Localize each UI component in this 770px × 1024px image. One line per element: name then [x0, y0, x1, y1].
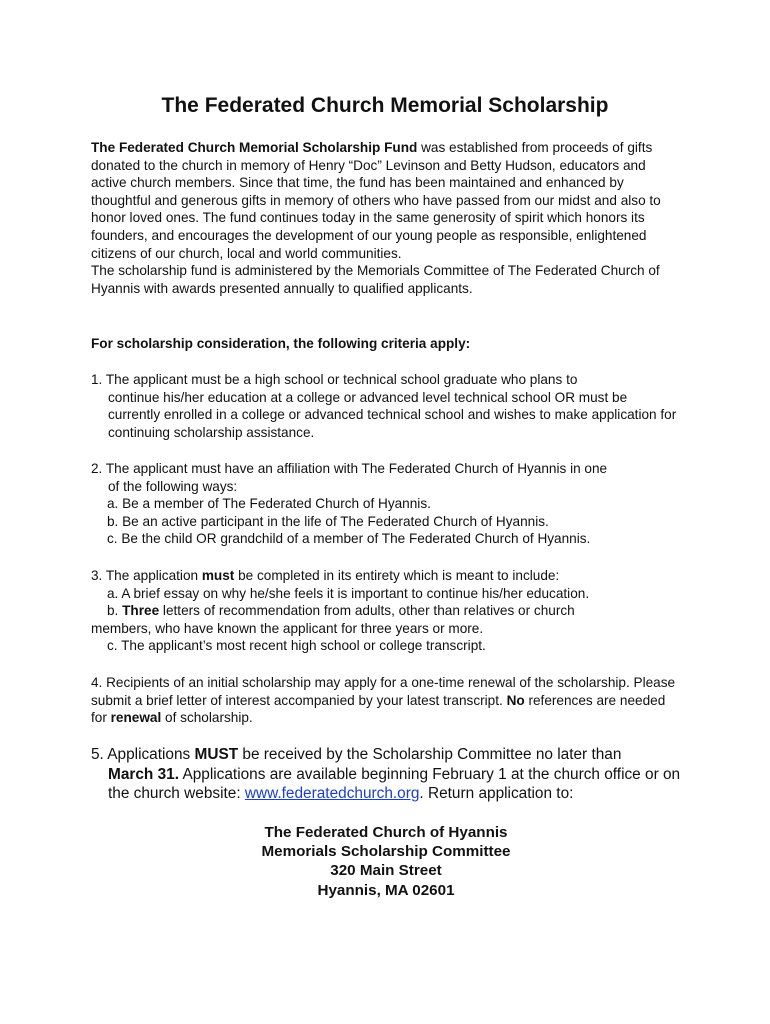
item-3-option-b-cont: members, who have known the applicant for three years or more. — [91, 620, 484, 636]
criteria-item-3 — [91, 567, 681, 655]
item-4-no: No — [506, 692, 525, 708]
item-2-option-a: a. Be a member of The Federated Church of Hyannis. — [107, 496, 431, 512]
item-2-line-2: of the following ways: — [108, 478, 238, 494]
criteria-heading: For scholarship consideration, the following criteria apply: — [91, 336, 471, 351]
item-1-line-1: 1. The applicant must be a high school or technical school graduate who plans to — [91, 372, 578, 387]
item-3-option-b: b. Three letters of recommendation from adults, other than relatives or church — [107, 603, 575, 619]
criteria-item-2 — [91, 460, 681, 548]
item-5-deadline: March 31. — [108, 765, 180, 783]
criteria-item-1 — [91, 371, 681, 441]
document-title: The Federated Church Memorial Scholarship — [161, 94, 609, 117]
item-2-option-b: b. Be an active participant in the life of The Federated Church of Hyannis. — [107, 513, 549, 529]
intro-text-1: was established from proceeds of gifts donated to the church in memory of Henry “Doc” Levinson and Betty Hudson, educators and active church members. Since that time, the fund has been maintained and enhanced by thoughtful and generous gifts in memory of others who have passed from our midst and also to honor loved ones. The fund continues today in the same generosity of spirit which honors its founders, and encourages the development of our young people as responsible, enlightened citizens of our church, local and world communities. — [91, 140, 661, 261]
intro-paragraph-2: The scholarship fund is administered by the Memorials Committee of The Federated Church of Hyannis with awards presented annually to qualified applicants. — [91, 263, 660, 296]
item-3-line-1: 3. The application must be completed in its entirety which is meant to include: — [91, 568, 560, 583]
item-3-option-a: a. A brief essay on why he/she feels it is important to continue his/her education. — [107, 585, 590, 601]
item-2-line-1: 2. The applicant must have an affiliation with The Federated Church of Hyannis in one — [91, 461, 608, 476]
address-line-1: The Federated Church of Hyannis — [264, 824, 508, 841]
item-3-option-c: c. The applicant’s most recent high school or college transcript. — [107, 638, 486, 654]
criteria-item-5 — [91, 745, 681, 804]
address-line-4: Hyannis, MA 02601 — [317, 881, 455, 899]
item-3-must: must — [201, 568, 235, 583]
address-line-3: 320 Main Street — [330, 862, 442, 880]
fund-name: The Federated Church Memorial Scholarship Fund — [91, 140, 418, 155]
item-1-rest: continue his/her education at a college or advanced level technical school OR must be currently enrolled in a college or advanced technical school and wishes to make application for continuing scholarship assistance. — [108, 389, 677, 440]
item-3-three: Three — [122, 603, 160, 619]
church-website-link[interactable]: www.federatedchurch.org — [244, 785, 420, 802]
intro-paragraph-1 — [91, 139, 681, 262]
item-5-line-1: 5. Applications MUST be received by the Scholarship Committee no later than — [91, 746, 622, 763]
item-5-rest: March 31. Applications are available beginning February 1 at the church office or on the church website: www.federatedchurch.org. Return application to: — [108, 765, 681, 802]
item-5-must: MUST — [194, 746, 239, 763]
item-2-option-c: c. Be the child OR grandchild of a member of The Federated Church of Hyannis. — [107, 531, 591, 547]
item-4-renewal: renewal — [110, 710, 162, 726]
intro-section — [91, 139, 681, 297]
mailing-address — [91, 823, 701, 900]
criteria-item-4: 4. Recipients of an initial scholarship may apply for a one-time renewal of the scholarship. Please submit a brief letter of interest accompanied by your latest transcript. No references are needed for renewal of scholarship. — [91, 675, 676, 726]
address-line-2: Memorials Scholarship Committee — [261, 843, 511, 861]
